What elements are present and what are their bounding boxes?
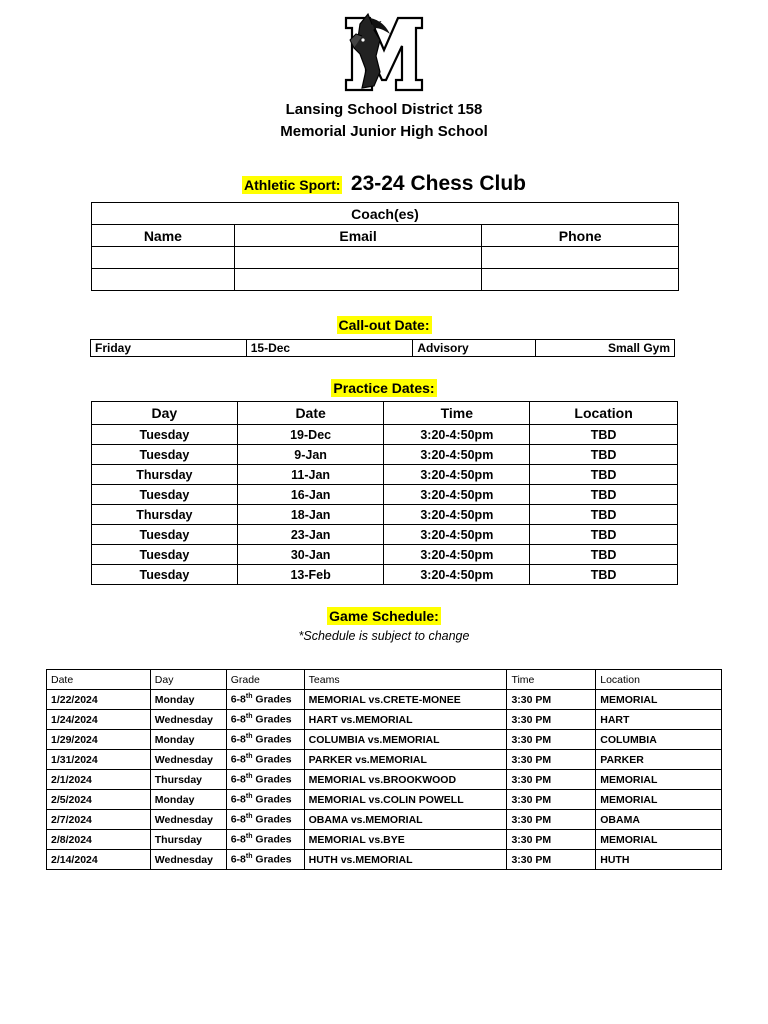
grade [226,770,304,790]
game-time: 3:30 PM [507,710,596,730]
game-date: 2/1/2024 [47,770,151,790]
grade-suffix: Grades [252,793,292,806]
game-date: 1/29/2024 [47,730,151,750]
game-date: 1/22/2024 [47,690,151,710]
game-day: Monday [150,790,226,810]
schedule-note: *Schedule is subject to change [298,629,470,643]
grade [226,790,304,810]
game-day: Thursday [150,830,226,850]
grade-suffix: Grades [252,853,292,866]
coach-row-empty [92,247,679,269]
grade [226,850,304,870]
game-time: 3:30 PM [507,770,596,790]
game-teams: COLUMBIA vs.MEMORIAL [304,730,507,750]
game-time: 3:30 PM [507,730,596,750]
game-time: 3:30 PM [507,850,596,870]
game-time: 3:30 PM [507,690,596,710]
coach-table [91,202,679,291]
game-day: Wednesday [150,810,226,830]
table-row [47,750,722,770]
game-date: 2/7/2024 [47,810,151,830]
grade-sup: th [245,793,253,801]
game-date: 2/5/2024 [47,790,151,810]
mustang-logo [340,10,428,94]
practice-col-location: Location [530,402,678,425]
table-row [47,710,722,730]
grade-base: 6-8 [230,693,246,706]
school-name: Memorial Junior High School [280,123,488,140]
callout-location: Small Gym [536,340,675,357]
coach-col-email: Email [234,225,482,247]
table-row: Tuesday 23-Jan 3:20-4:50pm TBD [92,525,678,545]
district-name: Lansing School District 158 [285,101,483,118]
game-day: Monday [150,730,226,750]
grade-sup: th [245,813,253,821]
game-day: Monday [150,690,226,710]
table-row: Tuesday 13-Feb 3:20-4:50pm TBD [92,565,678,585]
game-teams: HUTH vs.MEMORIAL [304,850,507,870]
table-row [47,850,722,870]
table-row: Tuesday 9-Jan 3:20-4:50pm TBD [92,445,678,465]
table-row [47,790,722,810]
games-col-location: Location [596,670,722,690]
practice-title-wrap [0,380,768,398]
grade-suffix: Grades [252,753,292,766]
grade-suffix: Grades [252,773,292,786]
games-col-date: Date [47,670,151,690]
grade-suffix: Grades [252,713,292,726]
coach-col-name: Name [92,225,235,247]
table-row: Thursday 18-Jan 3:20-4:50pm TBD [92,505,678,525]
callout-day: Friday [91,340,247,357]
grade-sup: th [245,693,253,701]
coach-title: Coach(es) [92,203,679,225]
grade-suffix: Grades [252,813,292,826]
game-day: Wednesday [150,750,226,770]
grade-sup: th [245,853,253,861]
grade-base: 6-8 [230,833,246,846]
table-row [47,770,722,790]
table-row: Thursday 11-Jan 3:20-4:50pm TBD [92,465,678,485]
game-time: 3:30 PM [507,750,596,770]
game-teams: MEMORIAL vs.BYE [304,830,507,850]
game-location: MEMORIAL [596,830,722,850]
callout-title: Call-out Date: [338,317,430,333]
games-title-wrap [0,608,768,626]
practice-col-day: Day [92,402,238,425]
grade-suffix: Grades [252,693,292,706]
table-row: Tuesday 30-Jan 3:20-4:50pm TBD [92,545,678,565]
game-time: 3:30 PM [507,790,596,810]
grade-sup: th [245,753,253,761]
game-location: COLUMBIA [596,730,722,750]
grade [226,830,304,850]
table-row: Tuesday 16-Jan 3:20-4:50pm TBD [92,485,678,505]
game-date: 1/31/2024 [47,750,151,770]
game-day: Wednesday [150,710,226,730]
games-col-time: Time [507,670,596,690]
table-row [47,690,722,710]
game-teams: MEMORIAL vs.BROOKWOOD [304,770,507,790]
grade [226,690,304,710]
practice-col-time: Time [384,402,530,425]
grade-sup: th [245,833,253,841]
table-row [47,830,722,850]
game-location: MEMORIAL [596,770,722,790]
coach-col-phone: Phone [482,225,679,247]
callout-table [90,339,675,357]
game-date: 2/8/2024 [47,830,151,850]
games-col-grade: Grade [226,670,304,690]
grade-base: 6-8 [230,853,246,866]
game-time: 3:30 PM [507,830,596,850]
grade [226,810,304,830]
game-teams: MEMORIAL vs.COLIN POWELL [304,790,507,810]
grade-base: 6-8 [230,813,246,826]
game-time: 3:30 PM [507,810,596,830]
grade-base: 6-8 [230,793,246,806]
game-day: Wednesday [150,850,226,870]
game-location: HUTH [596,850,722,870]
game-date: 1/24/2024 [47,710,151,730]
grade-sup: th [245,733,253,741]
grade-sup: th [245,773,253,781]
sport-line [0,172,768,196]
practice-table [91,401,678,585]
game-teams: HART vs.MEMORIAL [304,710,507,730]
table-row [47,810,722,830]
callout-date: 15-Dec [246,340,413,357]
game-teams: PARKER vs.MEMORIAL [304,750,507,770]
games-title: Game Schedule: [329,608,439,624]
game-day: Thursday [150,770,226,790]
sport-label: Athletic Sport: [244,177,341,193]
coach-row-empty [92,269,679,291]
game-location: HART [596,710,722,730]
game-location: PARKER [596,750,722,770]
games-col-teams: Teams [304,670,507,690]
table-row [47,730,722,750]
game-location: OBAMA [596,810,722,830]
callout-title-wrap [0,317,768,335]
grade-base: 6-8 [230,753,246,766]
game-location: MEMORIAL [596,690,722,710]
grade-base: 6-8 [230,713,246,726]
game-teams: OBAMA vs.MEMORIAL [304,810,507,830]
grade-base: 6-8 [230,733,246,746]
grade-base: 6-8 [230,773,246,786]
sport-name: 23-24 Chess Club [350,172,526,195]
grade [226,750,304,770]
grade [226,730,304,750]
game-location: MEMORIAL [596,790,722,810]
games-col-day: Day [150,670,226,690]
games-body [47,690,722,870]
grade-suffix: Grades [252,733,292,746]
grade [226,710,304,730]
game-date: 2/14/2024 [47,850,151,870]
table-row: Tuesday 19-Dec 3:20-4:50pm TBD [92,425,678,445]
game-teams: MEMORIAL vs.CRETE-MONEE [304,690,507,710]
practice-col-date: Date [237,402,384,425]
grade-suffix: Grades [252,833,292,846]
game-schedule-table [46,669,722,870]
callout-time: Advisory [413,340,536,357]
practice-title: Practice Dates: [333,380,435,396]
grade-sup: th [245,713,253,721]
